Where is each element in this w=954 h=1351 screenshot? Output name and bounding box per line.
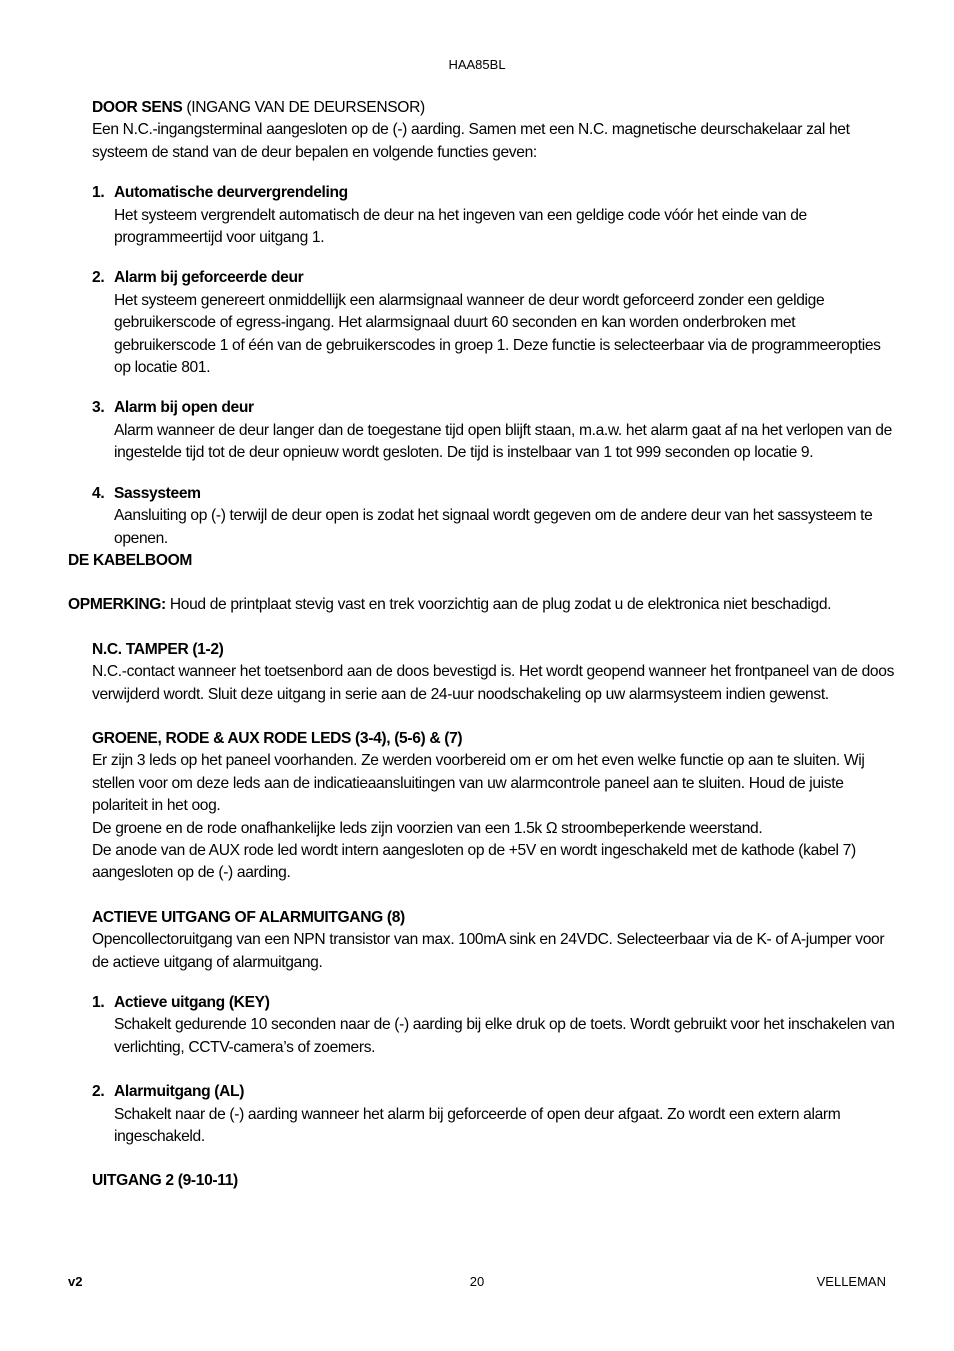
leds-paragraph-1: Er zijn 3 leds op het paneel voorhanden. Ze werden voorbereid om er om het even welke functie op aan te sluiten. Wij stellen voor om deze leds aan de indicatieaansluitingen van uw alarmcontrole paneel aan te sluiten. Houd de juiste polariteit in het oog. (92, 752, 865, 815)
kabelboom-note (68, 594, 898, 616)
list-item-text: Schakelt gedurende 10 seconden naar de (-) aarding bij elke druk op de toets. Wordt gebruikt voor het inschakelen van verlichting, CCTV-camera’s of zoemers. (114, 1016, 895, 1056)
leds-heading: GROENE, RODE & AUX RODE LEDS (3-4), (5-6) & (7) (92, 729, 463, 747)
kabelboom-heading: DE KABELBOOM (68, 551, 193, 569)
active-output-text: Opencollectoruitgang van een NPN transistor van max. 100mA sink en 24VDC. Selecteerbaar via de K- of A-jumper voor de actieve uitgang of alarmuitgang. (92, 931, 885, 971)
door-sens-intro: Een N.C.-ingangsterminal aangesloten op de (-) aarding. Samen met een N.C. magnetische deurschakelaar zal het systeem de stand van de deur bepalen en volgende functies geven: (92, 121, 850, 161)
footer-brand: VELLEMAN (816, 1274, 886, 1289)
active-output-heading: ACTIEVE UITGANG OF ALARMUITGANG (8) (92, 908, 405, 926)
list-item (92, 397, 898, 464)
list-item-text: Alarm wanneer de deur langer dan de toegestane tijd open blijft staan, m.a.w. het alarm gaat af na het verlopen van de ingestelde tijd tot de deur opnieuw wordt gesloten. De tijd is instelbaar van 1 tot 999 seconden op locatie 9. (114, 421, 892, 462)
leds-paragraph-3: De anode van de AUX rode led wordt intern aangesloten op de +5V en wordt ingeschakeld met de kathode (kabel 7) aangesloten op de (-) aarding. (92, 841, 856, 882)
list-item-title: Alarm bij open deur (114, 399, 254, 417)
list-number: 2. (92, 269, 105, 287)
door-sens-title: DOOR SENS (92, 99, 183, 116)
list-item (92, 267, 898, 379)
leds-paragraph-2: De groene en de rode onafhankelijke leds zijn voorzien van een 1.5k Ω stroombeperkende weerstand. (92, 819, 763, 837)
door-sens-section (68, 97, 898, 164)
leds-section (68, 728, 898, 885)
list-item-title: Sassysteem (114, 484, 201, 502)
list-item (92, 1081, 898, 1148)
list-number: 1. (92, 994, 105, 1011)
list-number: 1. (92, 184, 105, 202)
output2-section (68, 1170, 898, 1192)
list-item-title: Alarmuitgang (AL) (114, 1083, 245, 1101)
door-sens-heading (92, 97, 898, 119)
list-item-text: Het systeem genereert onmiddellijk een alarmsignaal wanneer de deur wordt geforceerd zonder een geldige gebruikerscode of egress-ingang. Het alarmsignaal duurt 60 seconden en kan worden onderbroken met gebruikerscode 1 of één van de gebruikerscodes in groep 1. Deze functie is selecteerbaar via de programmeeropties op locatie 801. (114, 291, 881, 377)
list-item-title: Alarm bij geforceerde deur (114, 269, 304, 287)
footer-page-number: 20 (469, 1274, 485, 1289)
active-output-list (68, 992, 898, 1148)
tamper-section (68, 639, 898, 706)
note-text: Houd de printplaat stevig vast en trek voorzichtig aan de plug zodat u de elektronica niet beschadigd. (165, 596, 832, 614)
list-item (92, 182, 898, 249)
list-item-text: Schakelt naar de (-) aarding wanneer het alarm bij geforceerde of open deur afgaat. Zo wordt een extern alarm ingeschakeld. (114, 1105, 841, 1146)
list-item (92, 992, 898, 1059)
list-item-title: Automatische deurvergrendeling (114, 184, 348, 202)
list-item-title: Actieve uitgang (KEY) (114, 994, 270, 1011)
output2-heading: UITGANG 2 (9-10-11) (92, 1172, 238, 1190)
note-label: OPMERKING: (68, 596, 166, 614)
list-number: 3. (92, 399, 105, 417)
tamper-text: N.C.-contact wanneer het toetsenbord aan de doos bevestigd is. Het wordt geopend wanneer het frontpaneel van de doos verwijderd wordt. Sluit deze uitgang in serie aan de 24-uur noodschakeling op uw alarmsysteem indien gewenst. (92, 663, 895, 703)
tamper-heading: N.C. TAMPER (1-2) (92, 640, 224, 658)
list-item-text: Aansluiting op (-) terwijl de deur open is zodat het signaal wordt gegeven om de andere deur van het sassysteem te openen. (114, 507, 873, 547)
list-number: 4. (92, 484, 105, 502)
door-sens-list (68, 182, 898, 550)
page-content (68, 97, 898, 1193)
active-output-section (68, 907, 898, 974)
list-item-text: Het systeem vergrendelt automatisch de deur na het ingeven van een geldige code vóór het einde van de programmeertijd voor uitgang 1. (114, 206, 807, 247)
list-number: 2. (92, 1083, 105, 1101)
door-sens-subtitle: (INGANG VAN DE DEURSENSOR) (182, 99, 425, 116)
list-item (92, 483, 898, 550)
footer-version: v2 (68, 1274, 83, 1289)
page-header: HAA85BL (448, 57, 506, 72)
